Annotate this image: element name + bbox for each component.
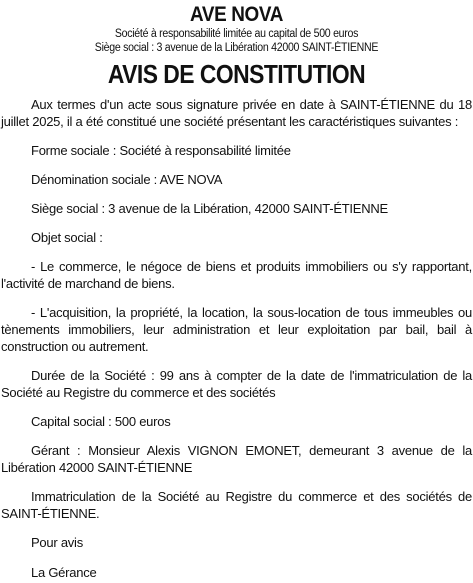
paragraph-purpose-item-1: - Le commerce, le négoce de biens et produits immobiliers ou s'y rapportant, l'activité de marchand de biens. bbox=[1, 259, 472, 291]
paragraph-registration: Immatriculation de la Société au Registre du commerce et des sociétés de SAINT-ÉTIENNE. bbox=[1, 489, 472, 521]
legal-form-line: Société à responsabilité limitée au capital de 500 euros bbox=[114, 28, 359, 40]
paragraph-signature: La Gérance bbox=[31, 565, 97, 580]
paragraph-intro: Aux termes d'un acte sous signature privée en date à SAINT-ÉTIENNE du 18 juillet 2025, il a été constitué une société présentant les caractéristiques suivantes : bbox=[1, 97, 472, 129]
paragraph-purpose-item-2: - L'acquisition, la propriété, la location, la sous-location de tous immeubles ou tènements immobiliers, leur administration et leur exploitation par bail, bail à construction ou autrement. bbox=[1, 305, 472, 354]
paragraph-legal-form: Forme sociale : Société à responsabilité limitée bbox=[31, 143, 291, 158]
company-name: AVE NOVA bbox=[189, 3, 284, 26]
notice-body bbox=[1, 96, 472, 581]
registered-office-line: Siège social : 3 avenue de la Libération 42000 SAINT-ÉTIENNE bbox=[94, 42, 379, 54]
paragraph-manager: Gérant : Monsieur Alexis VIGNON EMONET, demeurant 3 avenue de la Libération 42000 SAINT-ÉTIENNE bbox=[1, 443, 472, 475]
paragraph-purpose-heading: Objet social : bbox=[31, 230, 103, 245]
notice-title: AVIS DE CONSTITUTION bbox=[107, 59, 366, 89]
paragraph-registered-office: Siège social : 3 avenue de la Libération, 42000 SAINT-ÉTIENNE bbox=[31, 201, 388, 216]
paragraph-duration: Durée de la Société : 99 ans à compter de la date de l'immatriculation de la Société au Registre du commerce et des sociétés bbox=[1, 368, 472, 400]
notice-header bbox=[1, 3, 472, 89]
paragraph-pour-avis: Pour avis bbox=[31, 535, 83, 550]
paragraph-share-capital: Capital social : 500 euros bbox=[31, 414, 171, 429]
paragraph-company-name: Dénomination sociale : AVE NOVA bbox=[31, 172, 223, 187]
